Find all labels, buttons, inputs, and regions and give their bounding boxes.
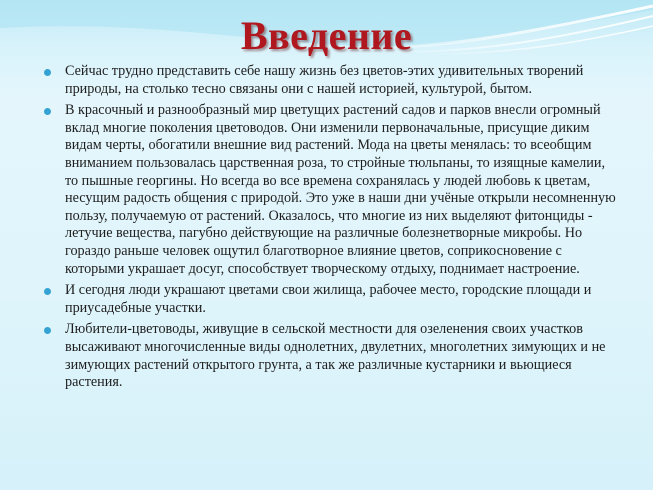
bullet-list <box>44 63 619 396</box>
paragraph-text: В красочный и разнообразный мир цветущих растений садов и парков внесли огромный вклад многие поколения цветоводов. Они изменили первоначальные, присущие диким видам черты, обогатили внешние вид растений. Мода на цветы менялась: то всеобщим вниманием пользовалась царственная роза, то стройные тюльпаны, то изящные камелии, то пышные георгины. Но всегда во все времена сохранялась у людей любовь к цветам, несущим радость общения с природой. Это уже в наши дни учёные открыли несомненную пользу, получаемую от растений. Оказалось, что многие из них выделяют фитонциды - летучие вещества, пагубно действующие на различные болезнетворные микробы. Но гораздо раньше человек ощутил благотворное влияние цветов, соприкосновение с которыми украшает досуг, способствует творческому отдыху, поднимает настроение. <box>65 102 616 277</box>
slide-title: Введение <box>240 13 413 58</box>
bullet-dot-icon <box>44 288 51 295</box>
list-item <box>44 282 619 317</box>
paragraph-text: И сегодня люди украшают цветами свои жилища, рабочее место, городские площади и приусадебные участки. <box>65 282 592 316</box>
paragraph-text: Любители-цветоводы, живущие в сельской местности для озеленения своих участков высаживают многочисленные виды однолетних, двулетних, многолетних зимующих и не зимующих растений открытого грунта, а так же различные кустарники и вьющиеся растения. <box>65 321 606 391</box>
list-item <box>44 102 619 278</box>
list-item <box>44 63 619 98</box>
bullet-dot-icon <box>44 69 51 76</box>
bullet-dot-icon <box>44 108 51 115</box>
paragraph-text: Сейчас трудно представить себе нашу жизнь без цветов-этих удивительных творений природы, на столько тесно связаны они с нашей историей, культурой, бытом. <box>65 63 584 97</box>
list-item <box>44 321 619 391</box>
bullet-dot-icon <box>44 327 51 334</box>
